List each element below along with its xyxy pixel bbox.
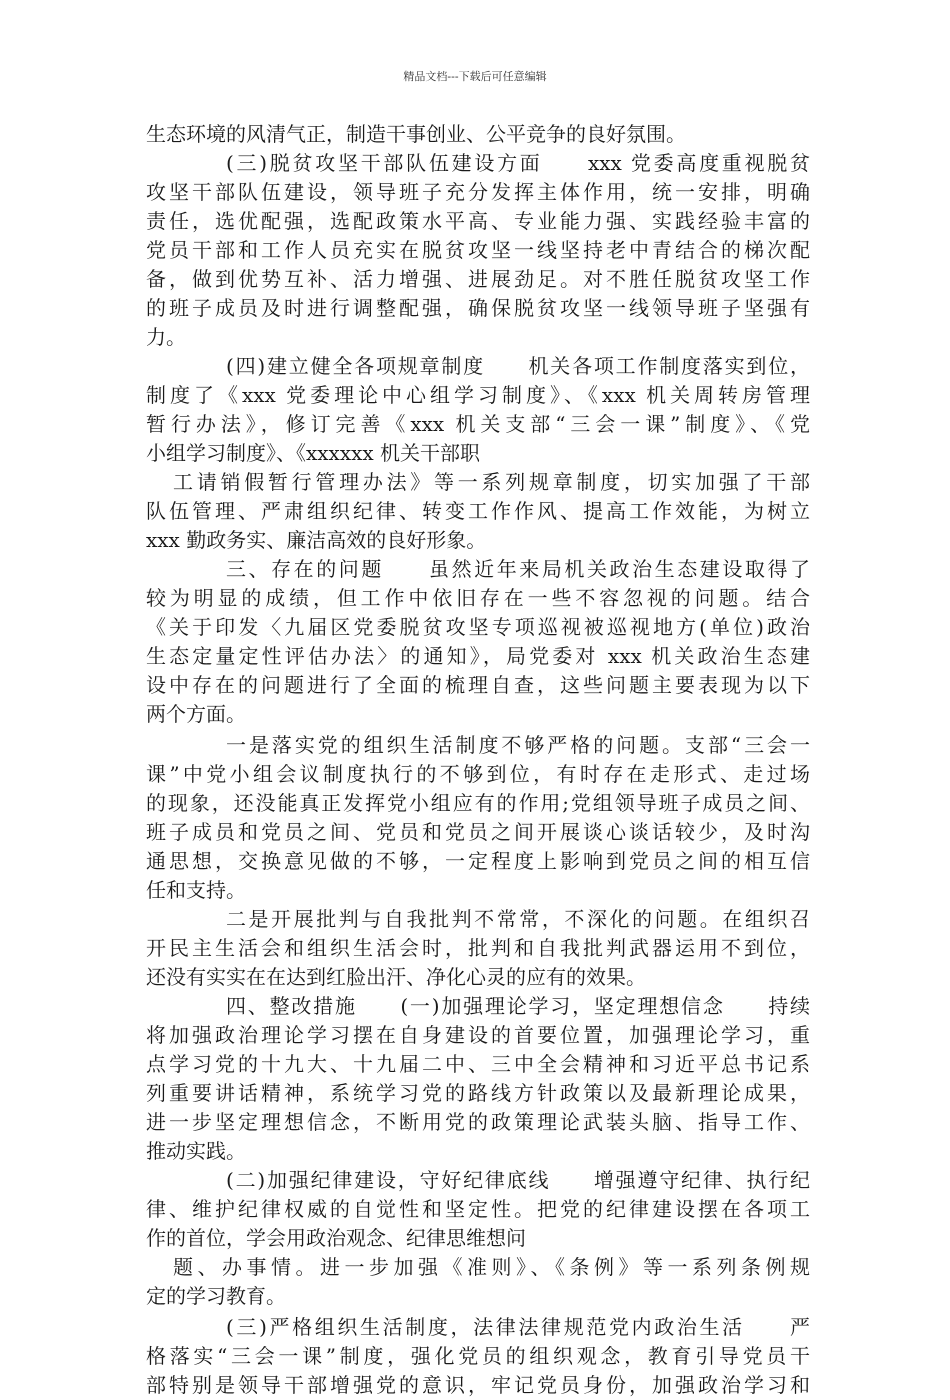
text-line: 还没有实实在在达到红脸出汗、净化心灵的应有的效果。 bbox=[146, 965, 646, 989]
text-line: 党员干部和工作人员充实在脱贫攻坚一线坚持老中青结合的梯次配 bbox=[146, 238, 810, 262]
page-header: 精品文档---下载后可任意编辑 bbox=[403, 70, 547, 83]
text-line: 的现象，还没能真正发挥党小组应有的作用;党组领导班子成员之间、 bbox=[146, 791, 810, 815]
text-line: xxx 勤政务实、廉洁高效的良好形象。 bbox=[146, 528, 487, 552]
text-line: 队伍管理、严肃组织纪律、转变工作作风、提高工作效能，为树立 bbox=[146, 499, 810, 523]
text-line: 列重要讲话精神，系统学习党的路线方针政策以及最新理论成果， bbox=[146, 1081, 810, 1105]
text-line: 工请销假暂行管理办法》等一系列规章制度，切实加强了干部 bbox=[173, 470, 810, 494]
text-line: 定的学习教育。 bbox=[146, 1284, 286, 1308]
text-line: (三)严格组织生活制度，法律法律规范党内政治生活 严 bbox=[226, 1315, 810, 1339]
text-line: 通思想，交换意见做的不够，一定程度上影响到党员之间的相互信 bbox=[146, 849, 810, 873]
text-line: 开民主生活会和组织生活会时，批判和自我批判武器运用不到位， bbox=[146, 936, 810, 960]
text-line: 三、存在的问题 虽然近年来局机关政治生态建设取得了 bbox=[226, 557, 810, 581]
text-line: 暂行办法》，修订完善《xxx 机关支部“三会一课”制度》、《党 bbox=[146, 412, 810, 436]
text-line: 班子成员和党员之间、党员和党员之间开展谈心谈话较少，及时沟 bbox=[146, 820, 810, 844]
text-line: 制度了《xxx 党委理论中心组学习制度》、《xxx 机关周转房管理 bbox=[146, 383, 810, 407]
text-line: 较为明显的成绩，但工作中依旧存在一些不容忽视的问题。结合 bbox=[146, 586, 810, 610]
text-line: 一是落实党的组织生活制度不够严格的问题。支部“三会一 bbox=[226, 733, 810, 757]
text-line: 设中存在的问题进行了全面的梳理自查，这些问题主要表现为以下 bbox=[146, 673, 810, 697]
text-line: 攻坚干部队伍建设，领导班子充分发挥主体作用，统一安排，明确 bbox=[146, 180, 810, 204]
text-line: 任和支持。 bbox=[146, 878, 246, 902]
text-line: (三)脱贫攻坚干部队伍建设方面 xxx 党委高度重视脱贫 bbox=[226, 151, 810, 175]
text-line: 《关于印发〈九届区党委脱贫攻坚专项巡视被巡视地方(单位)政治 bbox=[146, 615, 810, 639]
text-line: 部特别是领导干部增强党的意识，牢记党员身份，加强政治学习和 bbox=[146, 1373, 810, 1397]
text-line: (四)建立健全各项规章制度 机关各项工作制度落实到位， bbox=[226, 354, 810, 378]
text-line: 两个方面。 bbox=[146, 702, 246, 726]
text-line: 推动实践。 bbox=[146, 1139, 246, 1163]
text-line: 生态定量定性评估办法〉的通知》，局党委对 xxx 机关政治生态建 bbox=[146, 644, 810, 668]
text-line: 生态环境的风清气正，制造干事创业、公平竞争的良好氛围。 bbox=[146, 122, 686, 146]
text-line: 备，做到优势互补、活力增强、进展劲足。对不胜任脱贫攻坚工作 bbox=[146, 267, 810, 291]
text-line: 二是开展批判与自我批判不常常，不深化的问题。在组织召 bbox=[226, 907, 810, 931]
text-line: 题、办事情。进一步加强《准则》、《条例》等一系列条例规 bbox=[173, 1255, 810, 1279]
text-line: 点学习党的十九大、十九届二中、三中全会精神和习近平总书记系 bbox=[146, 1052, 810, 1076]
text-line: 作的首位，学会用政治观念、纪律思维想问 bbox=[146, 1226, 526, 1250]
text-line: 的班子成员及时进行调整配强，确保脱贫攻坚一线领导班子坚强有 bbox=[146, 296, 810, 320]
text-line: 课”中党小组会议制度执行的不够到位，有时存在走形式、走过场 bbox=[146, 762, 810, 786]
document-body bbox=[146, 120, 810, 1400]
text-line: 将加强政治理论学习摆在自身建设的首要位置，加强理论学习，重 bbox=[146, 1023, 810, 1047]
text-line: 力。 bbox=[146, 325, 186, 349]
text-line: 小组学习制度》、《xxxxxx 机关干部职 bbox=[146, 441, 481, 465]
text-line: 责任，选优配强，选配政策水平高、专业能力强、实践经验丰富的 bbox=[146, 209, 810, 233]
text-line: 进一步坚定理想信念，不断用党的政策理论武装头脑、指导工作、 bbox=[146, 1110, 810, 1134]
text-line: 四、整改措施 (一)加强理论学习，坚定理想信念 持续 bbox=[226, 994, 810, 1018]
text-line: 律、维护纪律权威的自觉性和坚定性。把党的纪律建设摆在各项工 bbox=[146, 1197, 810, 1221]
text-line: 格落实“三会一课”制度，强化党员的组织观念，教育引导党员干 bbox=[146, 1344, 810, 1368]
text-line: (二)加强纪律建设，守好纪律底线 增强遵守纪律、执行纪 bbox=[226, 1168, 810, 1192]
